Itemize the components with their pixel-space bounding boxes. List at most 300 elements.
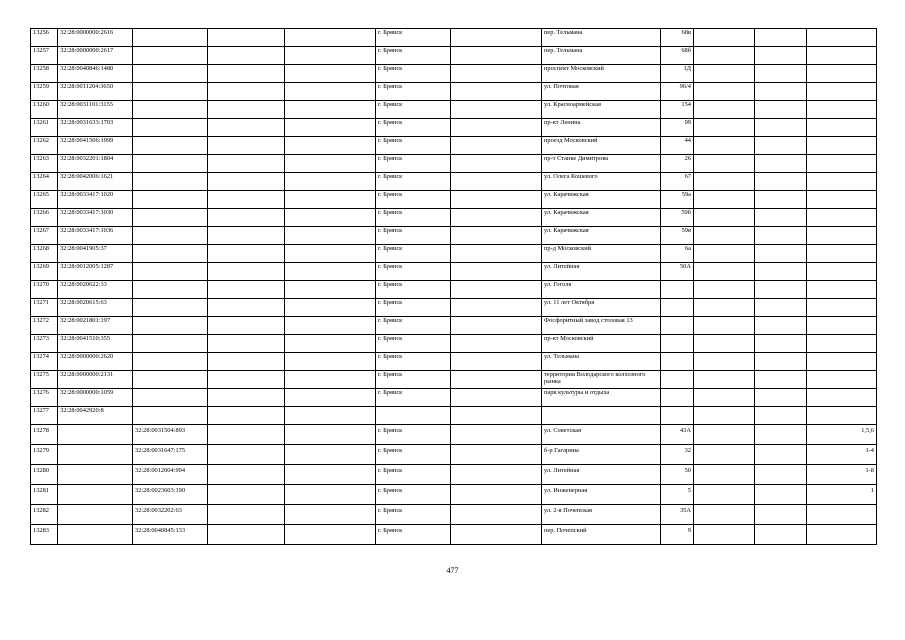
table-cell — [133, 353, 208, 371]
table-cell: 32:28:0042006:1621 — [58, 173, 133, 191]
table-cell — [208, 263, 285, 281]
table-cell — [208, 119, 285, 137]
table-cell — [133, 335, 208, 353]
table-cell — [694, 425, 755, 445]
table-cell — [451, 425, 542, 445]
table-cell: 32 — [661, 445, 694, 465]
table-cell: пер. Тельмана — [542, 29, 661, 47]
table-row — [31, 191, 877, 209]
table-cell: ул. Инженерная — [542, 485, 661, 505]
table-cell — [133, 155, 208, 173]
table-cell — [208, 137, 285, 155]
table-cell: 32:28:0000000:2620 — [58, 353, 133, 371]
table-cell — [208, 299, 285, 317]
table-row — [31, 445, 877, 465]
table-cell — [133, 371, 208, 389]
table-cell — [208, 485, 285, 505]
table-cell — [451, 173, 542, 191]
table-cell — [755, 263, 807, 281]
table-cell — [451, 485, 542, 505]
table-cell — [208, 505, 285, 525]
table-row — [31, 371, 877, 389]
table-cell — [807, 525, 877, 545]
table-cell: парк культуры и отдыха — [542, 389, 661, 407]
table-cell: 59б — [661, 209, 694, 227]
table-cell — [285, 209, 376, 227]
table-cell — [451, 245, 542, 263]
table-cell — [451, 505, 542, 525]
table-cell — [451, 317, 542, 335]
table-cell: пр-д Московский — [542, 245, 661, 263]
table-cell — [451, 65, 542, 83]
table-cell — [694, 407, 755, 425]
table-cell — [694, 445, 755, 465]
table-cell: г. Брянск — [376, 505, 451, 525]
table-cell: 43А — [661, 425, 694, 445]
table-cell: 32:28:0040845:133 — [133, 525, 208, 545]
table-cell — [807, 335, 877, 353]
table-cell — [208, 29, 285, 47]
table-cell — [451, 445, 542, 465]
table-cell: 59а — [661, 191, 694, 209]
table-cell — [694, 263, 755, 281]
table-cell — [807, 245, 877, 263]
table-cell — [755, 191, 807, 209]
table-cell: 13260 — [31, 101, 58, 119]
table-cell — [451, 227, 542, 245]
table-cell — [285, 281, 376, 299]
table-cell: пр-т Станке Димитрова — [542, 155, 661, 173]
table-cell: г. Брянск — [376, 353, 451, 371]
table-cell — [807, 191, 877, 209]
table-cell — [208, 281, 285, 299]
table-row — [31, 505, 877, 525]
table-cell — [661, 281, 694, 299]
table-cell: 13258 — [31, 65, 58, 83]
table-cell: 13262 — [31, 137, 58, 155]
table-cell: г. Брянск — [376, 335, 451, 353]
table-cell — [451, 525, 542, 545]
table-cell — [451, 299, 542, 317]
table-row — [31, 245, 877, 263]
table-cell: г. Брянск — [376, 445, 451, 465]
table-cell — [58, 505, 133, 525]
table-cell: г. Брянск — [376, 317, 451, 335]
table-cell — [807, 65, 877, 83]
table-row — [31, 407, 877, 425]
table-cell: 9 — [661, 525, 694, 545]
table-cell — [133, 317, 208, 335]
table-cell: пер. Тельмана — [542, 47, 661, 65]
table-cell — [58, 445, 133, 465]
table-cell — [755, 83, 807, 101]
table-cell: ул. Почтовая — [542, 83, 661, 101]
table-cell: 32:28:0011204:3650 — [58, 83, 133, 101]
table-cell — [285, 101, 376, 119]
table-cell: г. Брянск — [376, 101, 451, 119]
table-cell: 26 — [661, 155, 694, 173]
table-cell — [694, 155, 755, 173]
table-cell: 13266 — [31, 209, 58, 227]
register-body — [31, 29, 877, 545]
table-row — [31, 119, 877, 137]
table-cell: г. Брянск — [376, 465, 451, 485]
table-cell — [208, 407, 285, 425]
table-cell — [755, 335, 807, 353]
table-cell — [694, 281, 755, 299]
table-cell — [661, 299, 694, 317]
table-cell: 68б — [661, 47, 694, 65]
table-cell — [694, 353, 755, 371]
table-cell: 32:28:0000000:2131 — [58, 371, 133, 389]
table-cell — [807, 281, 877, 299]
table-cell — [451, 465, 542, 485]
table-cell: 13269 — [31, 263, 58, 281]
table-cell — [755, 299, 807, 317]
table-cell — [451, 83, 542, 101]
table-cell: ул. Тельмана — [542, 353, 661, 371]
table-cell — [694, 525, 755, 545]
table-cell: 13279 — [31, 445, 58, 465]
table-cell — [208, 425, 285, 445]
table-cell — [285, 505, 376, 525]
table-cell: 32:28:0000000:1059 — [58, 389, 133, 407]
table-cell — [451, 371, 542, 389]
table-cell — [208, 227, 285, 245]
table-cell — [661, 407, 694, 425]
table-row — [31, 335, 877, 353]
table-cell: г. Брянск — [376, 173, 451, 191]
table-cell — [755, 425, 807, 445]
table-cell: 32:28:0000000:2617 — [58, 47, 133, 65]
table-cell — [694, 317, 755, 335]
table-cell: 32:28:0020615:63 — [58, 299, 133, 317]
table-cell — [807, 155, 877, 173]
table-cell — [285, 263, 376, 281]
page-number: 477 — [446, 566, 459, 575]
table-cell — [285, 317, 376, 335]
table-cell: 32:28:0023603:190 — [133, 485, 208, 505]
table-cell — [694, 29, 755, 47]
table-cell: 13275 — [31, 371, 58, 389]
table-cell — [694, 47, 755, 65]
table-cell — [807, 389, 877, 407]
table-cell: 32:28:0032202:63 — [133, 505, 208, 525]
table-cell — [755, 353, 807, 371]
table-cell: 13281 — [31, 485, 58, 505]
table-cell — [755, 317, 807, 335]
table-cell: 59в — [661, 227, 694, 245]
table-cell: 32:28:0033417:1020 — [58, 191, 133, 209]
table-cell: г. Брянск — [376, 425, 451, 445]
table-cell — [285, 119, 376, 137]
table-cell: 13265 — [31, 191, 58, 209]
table-cell — [285, 29, 376, 47]
table-cell: 13282 — [31, 505, 58, 525]
table-cell — [755, 101, 807, 119]
table-cell — [133, 281, 208, 299]
table-cell — [285, 191, 376, 209]
table-cell: ул. Литейная — [542, 263, 661, 281]
table-cell — [807, 371, 877, 389]
table-cell — [807, 227, 877, 245]
table-cell: 154 — [661, 101, 694, 119]
table-cell — [133, 137, 208, 155]
table-cell: 32:28:0031504:893 — [133, 425, 208, 445]
table-cell: 13276 — [31, 389, 58, 407]
table-cell: 13283 — [31, 525, 58, 545]
table-cell: г. Брянск — [376, 299, 451, 317]
table-cell — [285, 353, 376, 371]
table-cell — [807, 263, 877, 281]
table-cell — [285, 245, 376, 263]
table-cell: 13264 — [31, 173, 58, 191]
table-cell — [694, 137, 755, 155]
table-row — [31, 137, 877, 155]
table-cell — [451, 155, 542, 173]
table-cell — [285, 445, 376, 465]
table-cell — [694, 465, 755, 485]
table-cell: 13259 — [31, 83, 58, 101]
table-row — [31, 299, 877, 317]
table-cell — [807, 505, 877, 525]
table-cell — [755, 47, 807, 65]
table-cell: 32:28:0041905:37 — [58, 245, 133, 263]
table-cell: г. Брянск — [376, 485, 451, 505]
table-cell: 32:28:0033417:1036 — [58, 227, 133, 245]
table-row — [31, 317, 877, 335]
table-cell: пр-кт Ленина — [542, 119, 661, 137]
table-cell — [755, 465, 807, 485]
table-cell — [807, 83, 877, 101]
table-cell — [451, 263, 542, 281]
table-cell — [285, 407, 376, 425]
table-cell — [58, 485, 133, 505]
table-cell — [807, 137, 877, 155]
table-cell: 13280 — [31, 465, 58, 485]
table-cell — [451, 47, 542, 65]
table-cell: территория Володарского колхозного рынка — [542, 371, 661, 389]
table-cell — [133, 407, 208, 425]
table-cell: б-р Гагарина — [542, 445, 661, 465]
table-cell — [807, 407, 877, 425]
table-cell — [807, 317, 877, 335]
table-cell: 32:28:0000000:2616 — [58, 29, 133, 47]
table-cell: 32:28:0020622:33 — [58, 281, 133, 299]
table-cell: 32:28:0041506:1099 — [58, 137, 133, 155]
table-cell — [285, 299, 376, 317]
table-cell: г. Брянск — [376, 65, 451, 83]
table-cell — [807, 209, 877, 227]
table-row — [31, 65, 877, 83]
table-cell: 6а — [661, 245, 694, 263]
table-cell — [58, 425, 133, 445]
table-cell — [208, 389, 285, 407]
table-cell: пер. Почепский — [542, 525, 661, 545]
table-cell: г. Брянск — [376, 263, 451, 281]
table-cell — [694, 119, 755, 137]
table-row — [31, 263, 877, 281]
table-cell: 32:28:0031647:175 — [133, 445, 208, 465]
table-cell: 68в — [661, 29, 694, 47]
table-cell: ул. Гоголя — [542, 281, 661, 299]
table-cell — [661, 317, 694, 335]
table-row — [31, 173, 877, 191]
table-cell — [661, 335, 694, 353]
table-cell — [661, 371, 694, 389]
table-row — [31, 425, 877, 445]
table-cell — [807, 299, 877, 317]
table-cell — [807, 101, 877, 119]
table-cell — [451, 29, 542, 47]
table-cell — [755, 245, 807, 263]
table-cell — [451, 281, 542, 299]
table-cell: 13270 — [31, 281, 58, 299]
table-cell — [755, 65, 807, 83]
table-cell — [208, 101, 285, 119]
table-cell — [133, 191, 208, 209]
table-row — [31, 353, 877, 371]
table-cell — [694, 505, 755, 525]
table-cell — [133, 209, 208, 227]
table-cell — [285, 65, 376, 83]
table-cell: г. Брянск — [376, 227, 451, 245]
table-cell — [133, 227, 208, 245]
table-cell — [807, 353, 877, 371]
table-cell: 96/4 — [661, 83, 694, 101]
table-cell: 35А — [661, 505, 694, 525]
table-cell — [208, 445, 285, 465]
table-cell — [285, 83, 376, 101]
table-cell: пр-кт Московский — [542, 335, 661, 353]
table-cell: г. Брянск — [376, 83, 451, 101]
table-cell — [133, 263, 208, 281]
table-cell — [694, 227, 755, 245]
table-cell: 32:28:0040846:1480 — [58, 65, 133, 83]
table-cell — [694, 335, 755, 353]
table-cell: 13261 — [31, 119, 58, 137]
table-cell — [285, 47, 376, 65]
table-row — [31, 101, 877, 119]
table-cell — [694, 389, 755, 407]
table-cell — [58, 465, 133, 485]
table-cell: 32:28:0041510:355 — [58, 335, 133, 353]
table-cell — [694, 209, 755, 227]
table-cell: проезд Московский — [542, 137, 661, 155]
table-cell — [133, 245, 208, 263]
table-cell: 32:28:0042920:8 — [58, 407, 133, 425]
table-cell: ул. Литейная — [542, 465, 661, 485]
table-cell — [807, 47, 877, 65]
table-cell — [285, 425, 376, 445]
table-cell: г. Брянск — [376, 389, 451, 407]
table-cell — [208, 83, 285, 101]
table-cell — [755, 445, 807, 465]
table-cell: 13277 — [31, 407, 58, 425]
table-cell: г. Брянск — [376, 191, 451, 209]
table-row — [31, 465, 877, 485]
table-cell: Фосфоритный завод столовая 13 — [542, 317, 661, 335]
table-cell: г. Брянск — [376, 209, 451, 227]
table-cell — [133, 389, 208, 407]
table-row — [31, 485, 877, 505]
table-cell — [661, 353, 694, 371]
table-cell — [133, 29, 208, 47]
table-cell: 13273 — [31, 335, 58, 353]
table-cell — [285, 525, 376, 545]
table-cell — [451, 191, 542, 209]
table-cell — [694, 65, 755, 83]
table-cell — [755, 505, 807, 525]
table-cell — [451, 335, 542, 353]
table-cell: 13271 — [31, 299, 58, 317]
table-cell — [285, 173, 376, 191]
table-row — [31, 155, 877, 173]
table-cell: 44 — [661, 137, 694, 155]
table-cell: 50А — [661, 263, 694, 281]
table-cell: г. Брянск — [376, 245, 451, 263]
table-cell: 1,5,6 — [807, 425, 877, 445]
table-cell — [285, 137, 376, 155]
table-cell — [133, 65, 208, 83]
table-cell: г. Брянск — [376, 281, 451, 299]
table-cell: 13263 — [31, 155, 58, 173]
table-cell: 32:28:0033417:1030 — [58, 209, 133, 227]
table-cell: 32:28:0012005:1287 — [58, 263, 133, 281]
table-cell: г. Брянск — [376, 371, 451, 389]
table-cell: ул. Красноармейская — [542, 101, 661, 119]
table-cell — [451, 353, 542, 371]
table-cell: 32:28:0031101:3155 — [58, 101, 133, 119]
table-cell — [755, 389, 807, 407]
table-cell — [208, 525, 285, 545]
table-cell — [133, 173, 208, 191]
table-row — [31, 47, 877, 65]
table-cell — [285, 227, 376, 245]
table-row — [31, 525, 877, 545]
table-cell — [755, 281, 807, 299]
table-cell — [208, 371, 285, 389]
table-cell — [694, 173, 755, 191]
table-cell — [376, 407, 451, 425]
table-cell: ул. Карачижская — [542, 209, 661, 227]
table-cell: 50 — [661, 465, 694, 485]
table-cell — [755, 173, 807, 191]
table-cell — [208, 65, 285, 83]
table-cell: 1Д — [661, 65, 694, 83]
table-cell — [133, 47, 208, 65]
table-cell: г. Брянск — [376, 155, 451, 173]
table-cell — [208, 155, 285, 173]
table-cell — [285, 485, 376, 505]
table-row — [31, 83, 877, 101]
table-cell — [208, 191, 285, 209]
table-cell: проспект Московский — [542, 65, 661, 83]
table-cell — [694, 101, 755, 119]
table-cell: 13278 — [31, 425, 58, 445]
table-cell — [807, 173, 877, 191]
table-cell — [451, 137, 542, 155]
table-cell — [694, 485, 755, 505]
table-cell: ул. 2-я Почепская — [542, 505, 661, 525]
table-cell — [661, 389, 694, 407]
table-cell — [208, 245, 285, 263]
table-cell — [208, 465, 285, 485]
table-cell — [755, 209, 807, 227]
table-cell: 13274 — [31, 353, 58, 371]
table-cell — [133, 101, 208, 119]
table-cell — [694, 299, 755, 317]
